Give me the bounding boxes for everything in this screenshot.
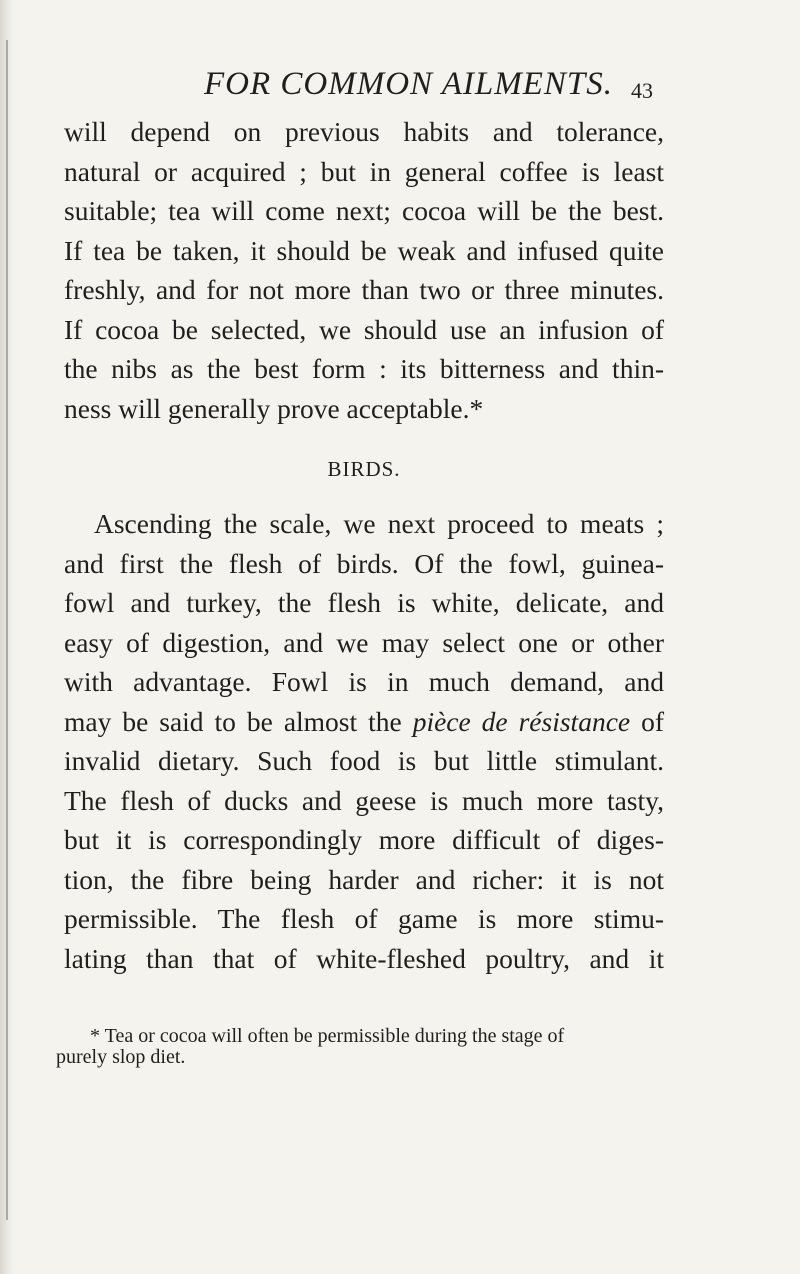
footnote-line: purely slop diet. (56, 1046, 186, 1068)
text-line (64, 702, 664, 742)
page-gutter-shadow (0, 0, 14, 1274)
text-line: fowl and turkey, the flesh is white, delicate, and (64, 587, 664, 618)
text-line: permissible. The flesh of game is more stimu- (64, 903, 664, 934)
text-segment: may be said to be almost the (64, 705, 413, 737)
text-line: will depend on previous habits and tolerance, (64, 116, 664, 147)
text-line: easy of digestion, and we may select one or other (64, 626, 664, 658)
text-segment: of (630, 705, 664, 737)
text-line: Ascending the scale, we next proceed to meats ; (94, 508, 664, 539)
text-line: If tea be taken, it should be weak and infused quite (64, 234, 664, 266)
page-number: 43 (631, 78, 653, 103)
text-line: invalid dietary. Such food is but little stimulant. (64, 745, 664, 776)
text-line: suitable; tea will come next; cocoa will be the best. (64, 195, 664, 226)
binding-edge-line (6, 40, 8, 1220)
text-line: natural or acquired ; but in general coffee is least (64, 155, 664, 187)
text-line: ness will generally prove acceptable.* (64, 392, 484, 424)
text-line: lating than that of white-fleshed poultry, and it (64, 942, 664, 974)
text-line: tion, the fibre being harder and richer: it is not (64, 863, 664, 895)
text-line: but it is correspondingly more difficult of diges- (64, 824, 664, 855)
body-text (64, 112, 664, 978)
footnote (56, 1026, 668, 1068)
text-line: with advantage. Fowl is in much demand, and (64, 666, 664, 697)
text-line: the nibs as the best form : its bitterness and thin- (64, 353, 664, 384)
text-line: and first the flesh of birds. Of the fowl, guinea- (64, 547, 664, 579)
running-title: FOR COMMON AILMENTS. (204, 66, 613, 102)
text-line: The flesh of ducks and geese is much more tasty, (64, 784, 664, 816)
text-line: If cocoa be selected, we should use an infusion of (64, 313, 664, 345)
section-heading: BIRDS. (327, 457, 401, 481)
footnote-line: * Tea or cocoa will often be permissible during the stage of (90, 1025, 565, 1047)
italic-phrase: pièce de résistance (412, 705, 631, 737)
text-line: freshly, and for not more than two or three minutes. (64, 274, 664, 305)
running-head (0, 66, 800, 106)
